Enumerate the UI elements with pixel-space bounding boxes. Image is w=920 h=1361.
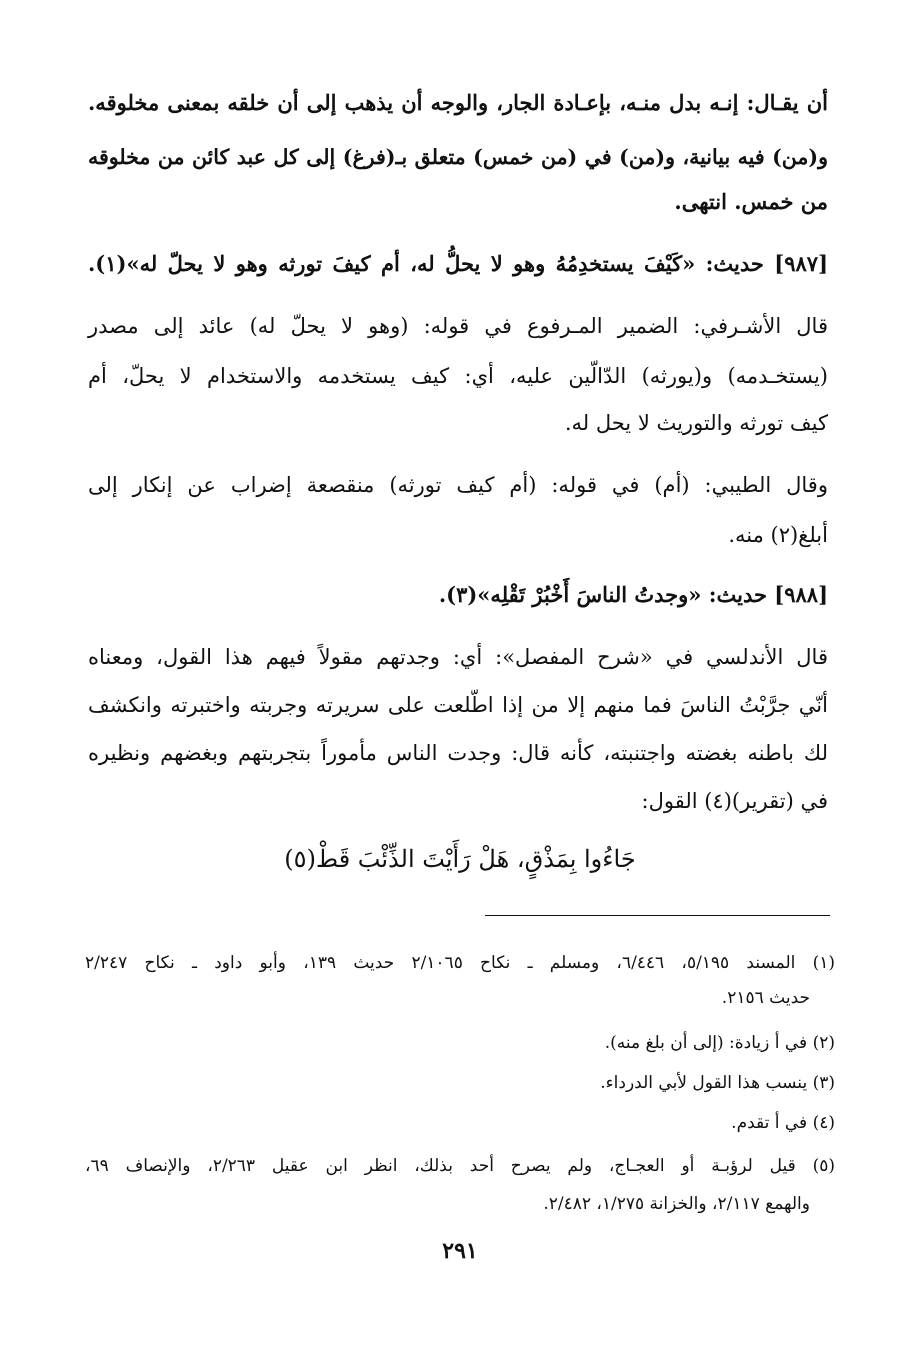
poetry-verse: جَاءُوا بِمَذْقٍ، هَلْ رَأَيْتَ الذِّئْبَ قَطْ(٥) — [284, 845, 636, 873]
body-line: قال الأندلسي في «شرح المفصل»: أي: وجدتهم مقولاً فيهم هذا القول، ومعناه — [88, 645, 828, 669]
body-line: قال الأشـرفي: الضمير المـرفوع في قوله: (وهو لا يحلّ له) عائد إلى مصدر — [88, 314, 828, 338]
footnote-separator — [485, 915, 830, 916]
footnote-5: (٥) قيل لرؤبـة أو العجـاج، ولم يصرح أحد بذلك، انظر ابن عقيل ٢/٢٦٣، والإنصاف ٦٩، — [85, 1156, 836, 1176]
hadith-heading-988: [٩٨٨] حديث: «وجدتُ الناسَ أَخْبُرْ تَقْلِه»(٣). — [438, 582, 828, 607]
body-line: أنّي جرَّبْتُ الناسَ فما منهم إلا من إذا اطّلعت على سريرته وجربته واختبرته وانكشف — [88, 693, 828, 717]
footnote-4: (٤) في أ تقدم. — [731, 1113, 835, 1133]
footnote-1-continued: حديث ٢١٥٦. — [721, 988, 810, 1008]
page-number: ٢٩١ — [442, 1238, 478, 1264]
body-line: وقال الطيبي: (أم) في قوله: (أم كيف تورثه) منقصعة إضراب عن إنكار إلى — [88, 473, 828, 497]
footnote-1: (١) المسند ٥/١٩٥، ٦/٤٤٦، ومسلم ـ نكاح ٢/١٠٦٥ حديث ١٣٩، وأبو داود ـ نكاح ٢/٢٤٧ — [85, 953, 836, 973]
body-line: لك باطنه بغضته واجتنبته، كأنه قال: وجدت الناس مأموراً بتجربتهم وبغضهم ونظيره — [88, 741, 828, 765]
footnote-5-continued: والهمع ٢/١١٧، والخزانة ١/٢٧٥، ٢/٤٨٢. — [543, 1194, 810, 1214]
body-line: أبلغ(٢) منه. — [728, 523, 828, 547]
footnote-2: (٢) في أ زيادة: (إلى أن بلغ منه). — [604, 1033, 835, 1053]
body-line: في (تقرير)(٤) القول: — [641, 789, 828, 813]
body-line: كيف تورثه والتوريث لا يحل له. — [564, 411, 828, 435]
body-line: (يستخـدمه) و(يورثه) الدّالّين عليه، أي: كيف يستخدمه والاستخدام لا يحلّ، أم — [88, 364, 828, 388]
body-line: و(من) فيه بيانية، و(من) في (من خمس) متعلق بـ(فرغ) إلى كل عبد كائن من مخلوقه — [88, 145, 828, 169]
hadith-heading-987: [٩٨٧] حديث: «كَيْفَ يستخدِمُهُ وهو لا يحلُّ له، أم كيفَ تورثه وهو لا يحلّ له»(١). — [88, 251, 828, 276]
footnote-3: (٣) ينسب هذا القول لأبي الدرداء. — [600, 1073, 835, 1093]
body-line: أن يقـال: إنـه بدل منـه، بإعـادة الجار، والوجه أن يذهب إلى أن خلقه بمعنى مخلوقه. — [88, 90, 828, 115]
body-line: من خمس. انتهى. — [674, 189, 828, 214]
